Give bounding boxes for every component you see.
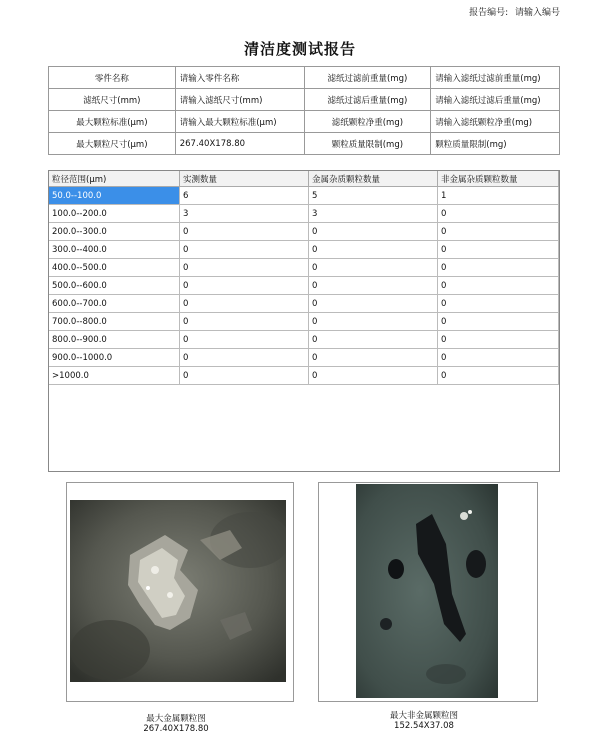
table-row[interactable] <box>49 295 559 313</box>
col-header-size-range[interactable]: 粒径范围(μm) <box>49 171 180 187</box>
nonmetal-count-cell[interactable]: 0 <box>438 367 559 385</box>
metal-count-cell[interactable]: 0 <box>309 277 438 295</box>
post-filter-weight-label: 滤纸过滤后重量(mg) <box>304 89 431 111</box>
nonmetal-count-cell[interactable]: 0 <box>438 331 559 349</box>
nonmetal-count-cell[interactable]: 0 <box>438 277 559 295</box>
particle-grid[interactable] <box>48 170 560 472</box>
metal-particle-image <box>70 500 286 682</box>
metal-count-cell[interactable]: 5 <box>309 187 438 205</box>
nonmetal-count-cell[interactable]: 1 <box>438 187 559 205</box>
table-row[interactable] <box>49 367 559 385</box>
max-particle-standard-input[interactable]: 请输入最大颗粒标准(μm) <box>175 111 304 133</box>
size-range-cell[interactable]: 100.0--200.0 <box>49 205 180 223</box>
metal-count-cell[interactable]: 3 <box>309 205 438 223</box>
measured-count-cell[interactable]: 0 <box>180 331 309 349</box>
measured-count-cell[interactable]: 0 <box>180 367 309 385</box>
size-range-cell[interactable]: >1000.0 <box>49 367 180 385</box>
info-row <box>49 133 560 155</box>
table-row[interactable] <box>49 205 559 223</box>
table-row[interactable] <box>49 241 559 259</box>
size-range-cell[interactable]: 700.0--800.0 <box>49 313 180 331</box>
table-row[interactable] <box>49 187 559 205</box>
nonmetal-count-cell[interactable]: 0 <box>438 313 559 331</box>
metal-count-cell[interactable]: 0 <box>309 367 438 385</box>
info-table <box>48 66 560 155</box>
info-row <box>49 111 560 133</box>
part-name-input[interactable]: 请输入零件名称 <box>175 67 304 89</box>
metal-count-cell[interactable]: 0 <box>309 331 438 349</box>
col-header-measured-count[interactable]: 实测数量 <box>180 171 309 187</box>
particle-mass-limit-input[interactable]: 颗粒质量限制(mg) <box>431 133 560 155</box>
measured-count-cell[interactable]: 0 <box>180 277 309 295</box>
table-row[interactable] <box>49 223 559 241</box>
table-row[interactable] <box>49 259 559 277</box>
metal-count-cell[interactable]: 0 <box>309 259 438 277</box>
pre-filter-weight-label: 滤纸过滤前重量(mg) <box>304 67 431 89</box>
max-particle-standard-label: 最大颗粒标准(μm) <box>49 111 176 133</box>
table-row[interactable] <box>49 313 559 331</box>
particle-table <box>49 171 559 385</box>
nonmetal-count-cell[interactable]: 0 <box>438 223 559 241</box>
nonmetal-count-cell[interactable]: 0 <box>438 295 559 313</box>
nonmetal-count-cell[interactable]: 0 <box>438 241 559 259</box>
page-title: 清洁度测试报告 <box>243 40 356 58</box>
nonmetal-count-cell[interactable]: 0 <box>438 259 559 277</box>
measured-count-cell[interactable]: 0 <box>180 295 309 313</box>
nonmetal-count-cell[interactable]: 0 <box>438 349 559 367</box>
nonmetal-image-caption: 最大非金属颗粒图 <box>389 711 458 721</box>
metal-count-cell[interactable]: 0 <box>309 349 438 367</box>
part-name-label: 零件名称 <box>49 67 176 89</box>
post-filter-weight-input[interactable]: 请输入滤纸过滤后重量(mg) <box>431 89 560 111</box>
size-range-cell[interactable]: 50.0--100.0 <box>49 187 180 205</box>
filter-size-input[interactable]: 请输入滤纸尺寸(mm) <box>175 89 304 111</box>
size-range-cell[interactable]: 200.0--300.0 <box>49 223 180 241</box>
nonmetal-particle-image <box>356 484 498 698</box>
info-row <box>49 67 560 89</box>
metal-count-cell[interactable]: 0 <box>309 241 438 259</box>
size-range-cell[interactable]: 600.0--700.0 <box>49 295 180 313</box>
report-number-input[interactable]: 请输入编号 <box>514 8 560 18</box>
grid-header-row <box>49 171 559 187</box>
metal-image-caption: 最大金属颗粒图 <box>146 714 206 724</box>
metal-count-cell[interactable]: 0 <box>309 223 438 241</box>
metal-count-cell[interactable]: 0 <box>309 313 438 331</box>
report-number-label: 报告编号: <box>469 8 509 18</box>
metal-image-size: 267.40X178.80 <box>143 724 209 734</box>
col-header-metal-count[interactable]: 金属杂质颗粒数量 <box>309 171 438 187</box>
table-row[interactable] <box>49 331 559 349</box>
nonmetal-count-cell[interactable]: 0 <box>438 205 559 223</box>
measured-count-cell[interactable]: 3 <box>180 205 309 223</box>
particle-mass-limit-label: 颗粒质量限制(mg) <box>304 133 431 155</box>
max-particle-size-label: 最大颗粒尺寸(μm) <box>49 133 176 155</box>
measured-count-cell[interactable]: 0 <box>180 313 309 331</box>
metal-count-cell[interactable]: 0 <box>309 295 438 313</box>
table-row[interactable] <box>49 349 559 367</box>
size-range-cell[interactable]: 500.0--600.0 <box>49 277 180 295</box>
report-number <box>465 5 560 18</box>
measured-count-cell[interactable]: 0 <box>180 349 309 367</box>
size-range-cell[interactable]: 300.0--400.0 <box>49 241 180 259</box>
measured-count-cell[interactable]: 6 <box>180 187 309 205</box>
nonmetal-image-size: 152.54X37.08 <box>394 721 454 731</box>
table-row[interactable] <box>49 277 559 295</box>
size-range-cell[interactable]: 400.0--500.0 <box>49 259 180 277</box>
net-particle-weight-label: 滤纸颗粒净重(mg) <box>304 111 431 133</box>
measured-count-cell[interactable]: 0 <box>180 241 309 259</box>
info-row <box>49 89 560 111</box>
size-range-cell[interactable]: 900.0--1000.0 <box>49 349 180 367</box>
size-range-cell[interactable]: 800.0--900.0 <box>49 331 180 349</box>
col-header-nonmetal-count[interactable]: 非金属杂质颗粒数量 <box>438 171 559 187</box>
measured-count-cell[interactable]: 0 <box>180 259 309 277</box>
measured-count-cell[interactable]: 0 <box>180 223 309 241</box>
max-particle-size-value: 267.40X178.80 <box>175 133 304 155</box>
pre-filter-weight-input[interactable]: 请输入滤纸过滤前重量(mg) <box>431 67 560 89</box>
net-particle-weight-input[interactable]: 请输入滤纸颗粒净重(mg) <box>431 111 560 133</box>
filter-size-label: 滤纸尺寸(mm) <box>49 89 176 111</box>
